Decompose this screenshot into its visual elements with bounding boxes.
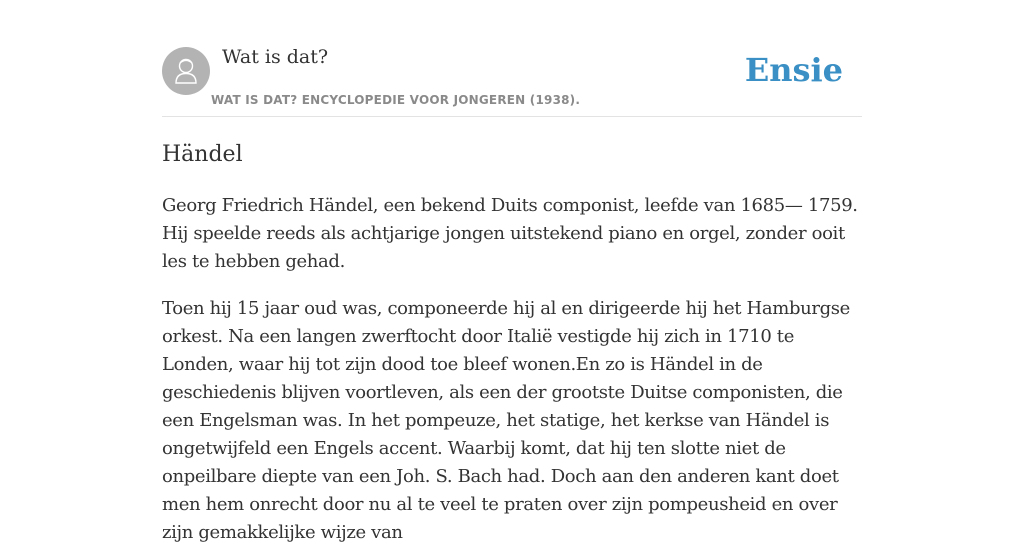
ensie-logo-link[interactable]: Ensie [744,51,843,89]
article-paragraph: Georg Friedrich Händel, een bekend Duits componist, leefde van 1685— 1759. Hij speelde reeds als achtjarige jongen uitstekend piano en orgel, zonder ooit les te hebben gehad. [162,195,858,272]
article-body [162,140,862,547]
author-name-link[interactable]: Wat is dat? [222,46,329,68]
user-icon [162,47,210,95]
entry-header [162,0,862,117]
article-title: Händel [162,142,243,167]
article-paragraph: Toen hij 15 jaar oud was, componeerde hij al en dirigeerde hij het Hamburgse orkest. Na een langen zwerftocht door Italië vestigde hij zich in 1710 te Londen, waar hij tot zijn dood toe bleef wonen.En zo is Händel in de geschiedenis blijven voortleven, als een der grootste Duitse componisten, die een Engelsman was. In het pompeuze, het statige, het kerkse van Händel is ongetwijfeld een Engels accent. Waarbij komt, dat hij ten slotte niet de onpeilbare diepte van een Joh. S. Bach had. Doch aan den anderen kant doet men hem onrecht door nu al te veel te praten over zijn pompeusheid en over zijn gemakkelijke wijze van [162,298,850,543]
author-avatar[interactable] [162,47,210,95]
source-caption: WAT IS DAT? ENCYCLOPEDIE VOOR JONGEREN (1938). [211,93,581,107]
